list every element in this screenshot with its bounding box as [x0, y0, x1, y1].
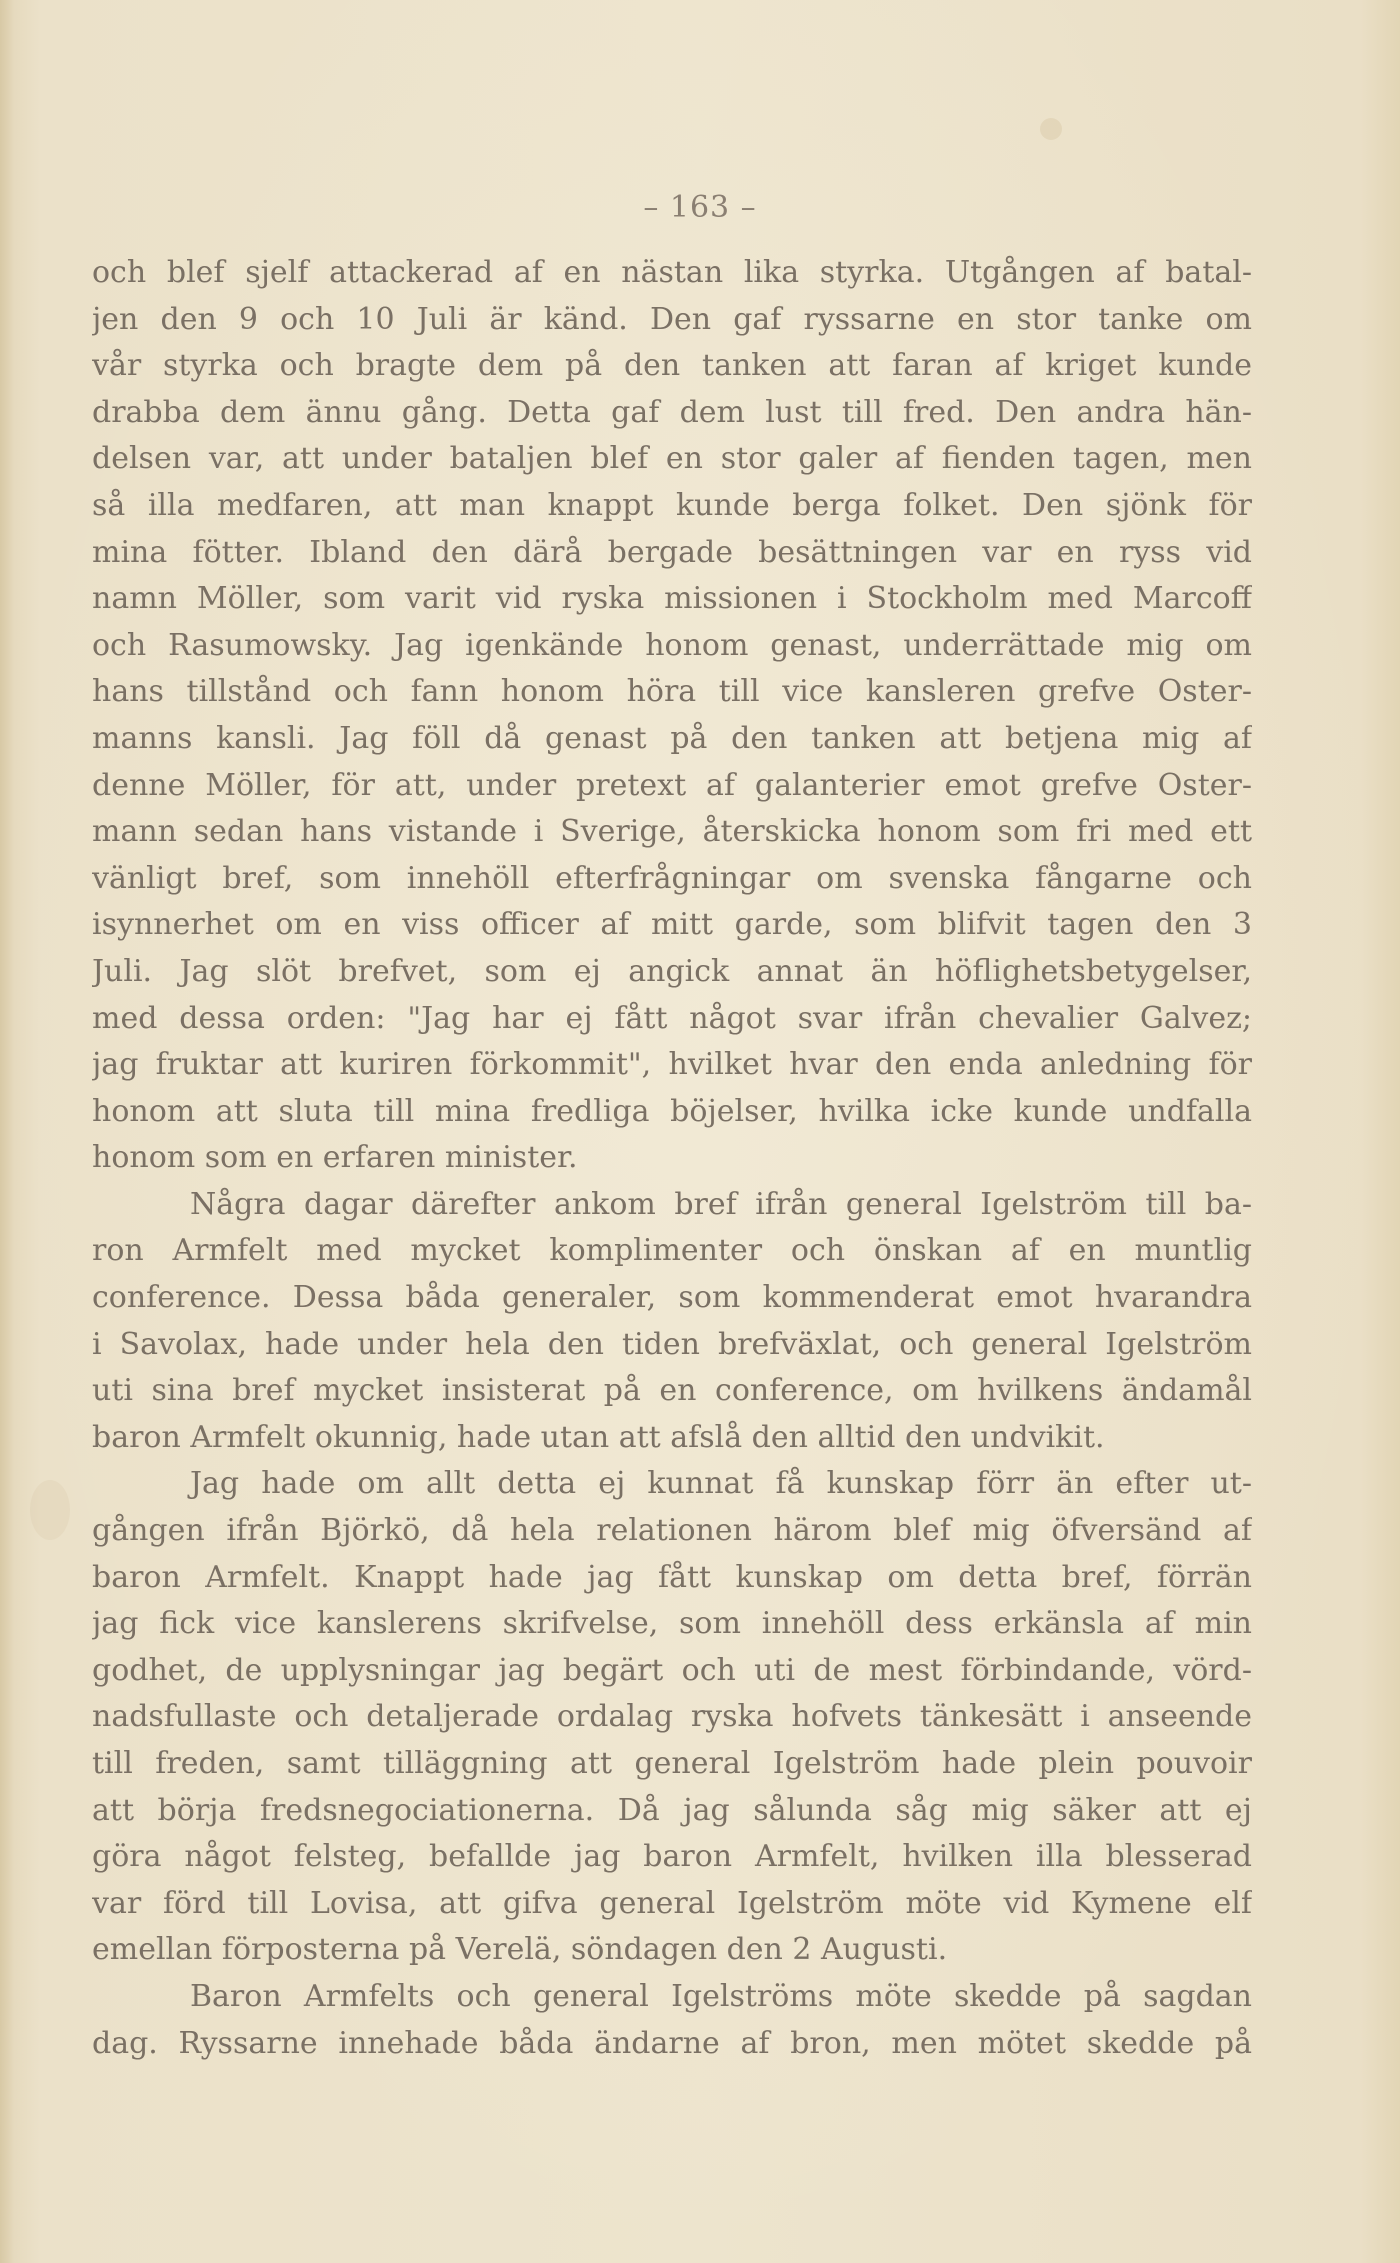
page-gutter-edge: [0, 0, 14, 2263]
text-line: conference. Dessa båda generaler, som kommenderat emot hvarandra: [92, 1280, 1252, 1316]
text-line: emellan förposterna på Verelä, söndagen den 2 Augusti.: [92, 1932, 948, 1968]
text-line: var förd till Lovisa, att gifva general Igelström möte vid Kymene elf: [92, 1885, 1252, 1921]
text-line: godhet, de upplysningar jag begärt och uti de mest förbindande, vörd-: [92, 1652, 1252, 1688]
text-line: drabba dem ännu gång. Detta gaf dem lust till fred. Den andra hän-: [92, 394, 1252, 430]
text-line: till freden, samt tilläggning att general Igelström hade plein pouvoir: [92, 1746, 1252, 1781]
text-line: vår styrka och bragte dem på den tanken att faran af kriget kunde: [92, 348, 1252, 384]
text-line: manns kansli. Jag föll då genast på den tanken att betjena mig af: [92, 720, 1252, 756]
text-line: att börja fredsnegociationerna. Då jag sålunda såg mig säker att ej: [92, 1792, 1252, 1828]
text-line: gången ifrån Björkö, då hela relationen härom blef mig öfversänd af: [92, 1513, 1252, 1549]
page-number: – 163 –: [643, 190, 757, 225]
text-line: med dessa orden: "Jag har ej fått något svar ifrån chevalier Galvez;: [92, 1000, 1252, 1036]
text-line: Baron Armfelts och general Igelströms möte skedde på sagdan: [190, 1978, 1252, 2014]
text-line: göra något felsteg, befallde jag baron Armfelt, hvilken illa blesserad: [92, 1839, 1252, 1875]
text-line: baron Armfelt. Knappt hade jag fått kunskap om detta bref, förrän: [92, 1559, 1252, 1595]
text-line: och Rasumowsky. Jag igenkände honom genast, underrättade mig om: [92, 627, 1252, 663]
text-line: mann sedan hans vistande i Sverige, återskicka honom som fri med ett: [92, 814, 1252, 850]
text-line: Jag hade om allt detta ej kunnat få kunskap förr än efter ut-: [190, 1466, 1252, 1502]
text-line: denne Möller, för att, under pretext af galanterier emot grefve Oster-: [92, 767, 1252, 803]
text-line: och blef sjelf attackerad af en nästan lika styrka. Utgången af batal-: [92, 255, 1252, 290]
text-line: Juli. Jag slöt brefvet, som ej angick annat än höflighetsbetygelser,: [92, 953, 1252, 989]
text-line: baron Armfelt okunnig, hade utan att afslå den alltid den undvikit.: [92, 1419, 1105, 1455]
text-line: jag fick vice kanslerens skrifvelse, som innehöll dess erkänsla af min: [92, 1606, 1252, 1642]
text-line: ron Armfelt med mycket komplimenter och önskan af en muntlig: [92, 1233, 1252, 1269]
body-text: [92, 250, 1252, 2067]
text-line: jag fruktar att kuriren förkommit", hvilket hvar den enda anledning för: [92, 1047, 1252, 1083]
text-line: honom att sluta till mina fredliga böjelser, hvilka icke kunde undfalla: [92, 1093, 1252, 1129]
text-line: nadsfullaste och detaljerade ordalag ryska hofvets tänkesätt i anseende: [92, 1699, 1252, 1735]
text-line: i Savolax, hade under hela den tiden brefväxlat, och general Igelström: [92, 1326, 1252, 1362]
text-line: jen den 9 och 10 Juli är känd. Den gaf ryssarne en stor tanke om: [92, 301, 1252, 337]
text-line: honom som en erfaren minister.: [92, 1140, 578, 1176]
text-line: Några dagar därefter ankom bref ifrån general Igelström till ba-: [190, 1186, 1252, 1222]
text-line: hans tillstånd och fann honom höra till vice kansleren grefve Oster-: [92, 674, 1252, 710]
text-line: så illa medfaren, att man knappt kunde berga folket. Den sjönk för: [92, 487, 1252, 523]
text-line: mina fötter. Ibland den därå bergade besättningen var en ryss vid: [92, 534, 1252, 570]
text-line: namn Möller, som varit vid ryska missionen i Stockholm med Marcoff: [92, 581, 1252, 617]
text-line: isynnerhet om en viss officer af mitt garde, som blifvit tagen den 3: [92, 907, 1252, 943]
text-line: delsen var, att under bataljen blef en stor galer af fienden tagen, men: [92, 441, 1252, 477]
text-line: vänligt bref, som innehöll efterfrågningar om svenska fångarne och: [92, 860, 1252, 896]
text-line: dag. Ryssarne innehade båda ändarne af bron, men mötet skedde på: [92, 2025, 1252, 2061]
text-line: uti sina bref mycket insisterat på en conference, om hvilkens ändamål: [92, 1373, 1252, 1409]
paper-stain: [1040, 118, 1062, 140]
paper-stain: [30, 1480, 70, 1540]
